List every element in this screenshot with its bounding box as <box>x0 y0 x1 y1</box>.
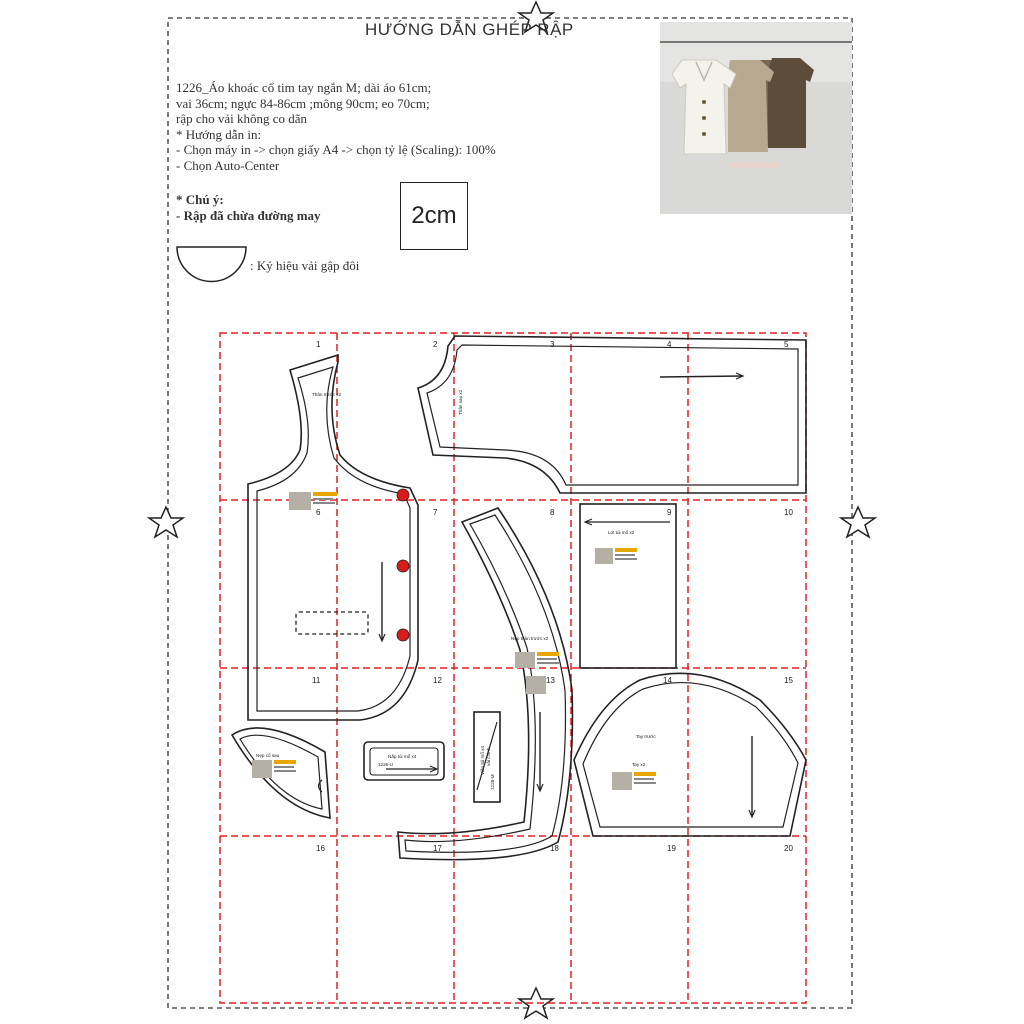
piece-label: 1226-M <box>490 774 495 790</box>
star-icon <box>519 988 553 1018</box>
note-text: - Rập đã chừa đường may <box>176 208 321 223</box>
tile-number: 12 <box>433 676 442 685</box>
front-body-piece <box>248 355 418 720</box>
piece-label: Viền túi mổ x4 <box>480 745 485 775</box>
tile-number: 4 <box>667 340 672 349</box>
tile-number: 2 <box>433 340 438 349</box>
label-stamp <box>252 760 296 778</box>
tile-number: 15 <box>784 676 793 685</box>
label-stamp <box>612 772 656 790</box>
info-line: 1226_Áo khoác cổ tim tay ngắn M; dài áo 61cm; <box>176 80 432 95</box>
tile-number: 17 <box>433 844 442 853</box>
instructions-block <box>176 80 496 173</box>
tile-number: 18 <box>550 844 559 853</box>
product-photo <box>660 22 852 214</box>
button-mark <box>397 560 409 572</box>
tile-number: 7 <box>433 508 438 517</box>
piece-label: Tay trước <box>636 734 656 739</box>
star-icon <box>149 507 183 537</box>
piece-label: Nẹp thân trước x2 <box>511 636 549 641</box>
label-stamp <box>595 548 637 564</box>
page-title: HƯỚNG DẪN GHÉP RẬP <box>365 20 574 39</box>
piece-label: vải chính <box>486 747 491 766</box>
tile-number: 20 <box>784 844 793 853</box>
tile-number: 16 <box>316 844 325 853</box>
tile-number: 9 <box>667 508 672 517</box>
tile-number: 13 <box>546 676 555 685</box>
piece-label: Thân trước x2 <box>312 392 342 397</box>
button-mark <box>397 629 409 641</box>
note-heading: * Chú ý: <box>176 192 224 207</box>
tile-number: 3 <box>550 340 555 349</box>
tile-number: 11 <box>312 676 321 685</box>
info-line: rập cho vải không co dãn <box>176 111 308 126</box>
product-photo-drawing <box>660 22 852 214</box>
tile-number: 19 <box>667 844 676 853</box>
piece-label: Thân sau x2 <box>458 389 463 415</box>
info-line: - Chọn Auto-Center <box>176 157 280 173</box>
pocket-welt-piece <box>364 742 444 780</box>
tile-number: 5 <box>784 340 789 349</box>
tile-number: 1 <box>316 340 321 349</box>
info-line: * Hướng dẫn in: <box>176 126 262 142</box>
scale-check-box: 2cm <box>400 182 468 250</box>
info-line: - Chọn máy in -> chọn giấy A4 -> chọn tỷ lệ (Scaling): 100% <box>176 142 496 157</box>
tile-number: 10 <box>784 508 793 517</box>
sleeve-piece <box>574 673 806 836</box>
piece-label: Lót túi mổ x2 <box>608 530 635 535</box>
label-stamp <box>515 652 559 694</box>
back-body-piece <box>418 336 806 493</box>
pocket-lining-piece <box>580 504 676 668</box>
fold-legend-text: : Ký hiệu vải gập đôi <box>250 258 360 273</box>
piece-label: Tay x2 <box>632 762 646 767</box>
fold-symbol-icon <box>177 247 246 282</box>
piece-label: Nắp túi mổ x4 <box>388 754 417 759</box>
tile-number: 14 <box>663 676 672 685</box>
label-stamp <box>289 492 337 510</box>
piece-label: 1226-U <box>378 762 394 767</box>
note-block <box>176 192 321 224</box>
tile-numbers <box>312 340 793 853</box>
star-icon <box>841 507 875 537</box>
piece-label: Nẹp cổ sau <box>256 753 280 758</box>
button-mark <box>397 489 409 501</box>
tile-number: 6 <box>316 508 321 517</box>
tile-number: 8 <box>550 508 555 517</box>
back-neck-facing-piece <box>232 728 330 818</box>
info-line: vai 36cm; ngực 84-86cm ;mông 90cm; eo 70cm; <box>176 95 430 111</box>
